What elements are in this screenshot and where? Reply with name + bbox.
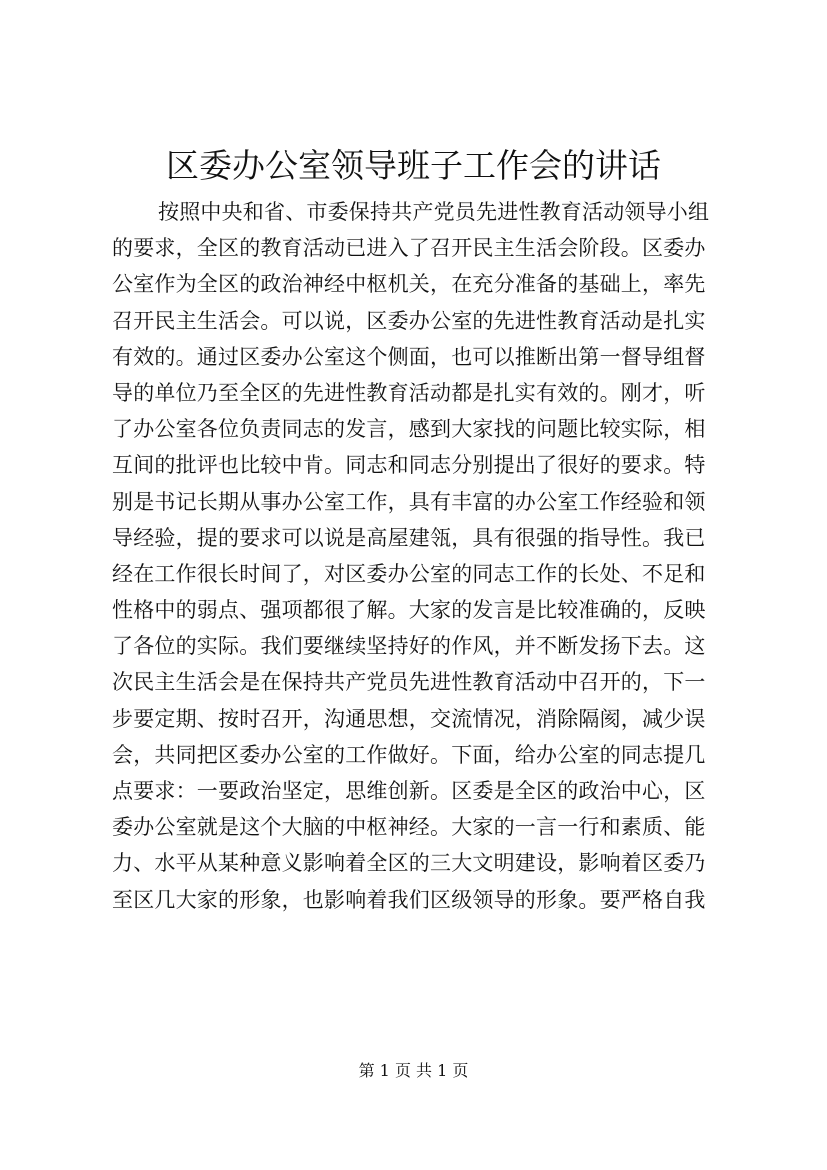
body-line: 经在工作很长时间了，对区委办公室的同志工作的长处、不足和 — [112, 561, 706, 586]
body-line: 会，共同把区委办公室的工作做好。下面，给办公室的同志提几 — [112, 742, 706, 767]
body-line: 至区几大家的形象，也影响着我们区级领导的形象。要严格自我 — [112, 887, 706, 912]
document-title: 区委办公室领导班子工作会的讲话 — [166, 146, 661, 185]
body-line: 委办公室就是这个大脑的中枢神经。大家的一言一行和素质、能 — [112, 815, 706, 840]
body-line: 了办公室各位负责同志的发言，感到大家找的问题比较实际，相 — [112, 417, 706, 442]
body-line: 互间的批评也比较中肯。同志和同志分别提出了很好的要求。特 — [112, 453, 706, 478]
body-line: 有效的。通过区委办公室这个侧面，也可以推断出第一督导组督 — [112, 344, 706, 369]
body-line: 点要求：一要政治坚定，思维创新。区委是全区的政治中心，区 — [112, 779, 706, 803]
body-line: 了各位的实际。我们要继续坚持好的作风，并不断发扬下去。这 — [112, 634, 706, 659]
body-line: 力、水平从某种意义影响着全区的三大文明建设，影响着区委乃 — [112, 851, 706, 876]
page-footer: 第 1 页 共 1 页 — [358, 1061, 469, 1080]
document-body — [112, 194, 717, 918]
body-line: 召开民主生活会。可以说，区委办公室的先进性教育活动是扎实 — [112, 308, 706, 333]
body-line: 步要定期、按时召开，沟通思想，交流情况，消除隔阂，减少误 — [112, 706, 706, 731]
body-line: 别是书记长期从事办公室工作，具有丰富的办公室工作经验和领 — [112, 489, 706, 514]
body-line: 性格中的弱点、强项都很了解。大家的发言是比较准确的，反映 — [112, 598, 706, 623]
body-line: 按照中央和省、市委保持共产党员先进性教育活动领导小组 — [158, 200, 710, 224]
body-line: 的要求，全区的教育活动已进入了召开民主生活会阶段。区委办 — [112, 236, 706, 261]
body-line: 导经验，提的要求可以说是高屋建瓴，具有很强的指导性。我已 — [112, 525, 706, 550]
body-line: 导的单位乃至全区的先进性教育活动都是扎实有效的。刚才，听 — [112, 380, 706, 405]
body-line: 公室作为全区的政治神经中枢机关，在充分准备的基础上，率先 — [112, 272, 706, 297]
body-line: 次民主生活会是在保持共产党员先进性教育活动中召开的，下一 — [112, 670, 706, 695]
